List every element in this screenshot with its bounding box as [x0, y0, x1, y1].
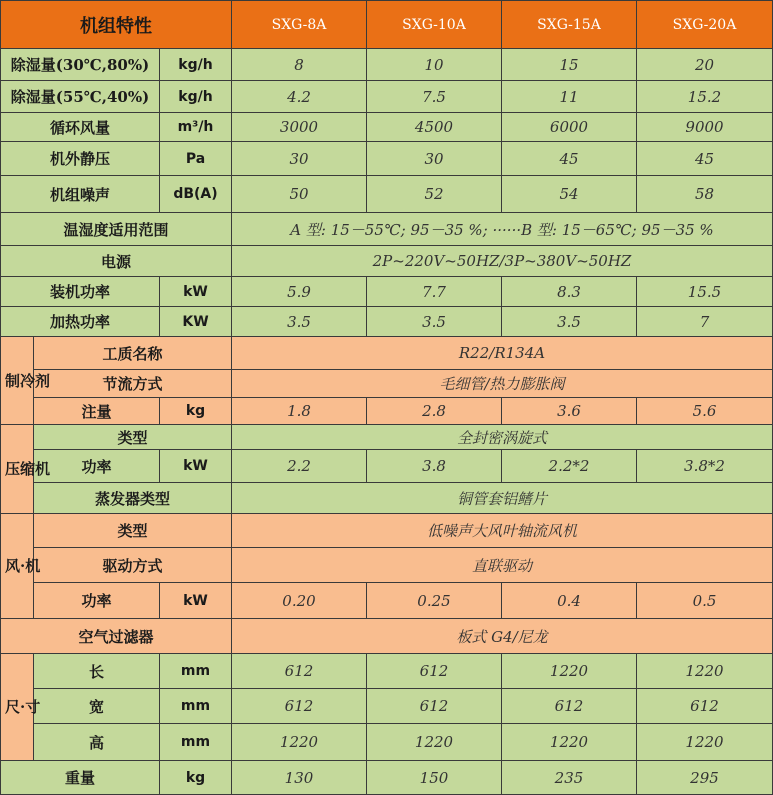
- cell-value: 4.2: [232, 81, 367, 113]
- cell-value: 45: [637, 142, 773, 176]
- row-noise: [1, 176, 773, 213]
- row-size-length: [1, 654, 773, 689]
- row-unit: mm: [160, 689, 232, 724]
- cell-value: 直联驱动: [232, 548, 773, 583]
- row-unit: KW: [160, 307, 232, 337]
- row-label: 除湿量(30℃,80%): [1, 49, 160, 81]
- row-unit: kg: [160, 761, 232, 795]
- cell-value: 3.8: [367, 450, 502, 483]
- cell-value: 235: [502, 761, 637, 795]
- header-title: 机组特性: [1, 1, 232, 49]
- cell-value: 1220: [637, 724, 773, 761]
- group-label-refrigerant: 制冷剂: [1, 337, 34, 425]
- row-label: 电源: [1, 246, 232, 277]
- cell-value: 8.3: [502, 277, 637, 307]
- cell-value: 9000: [637, 113, 773, 142]
- row-label: 空气过滤器: [1, 619, 232, 654]
- row-label: 蒸发器类型: [34, 483, 232, 514]
- cell-value: 板式 G4/尼龙: [232, 619, 773, 654]
- row-label: 温湿度适用范围: [1, 213, 232, 246]
- row-pressure: [1, 142, 773, 176]
- cell-value: 612: [637, 689, 773, 724]
- cell-value: 1220: [637, 654, 773, 689]
- cell-value: 3.6: [502, 398, 637, 425]
- cell-value: 3.8*2: [637, 450, 773, 483]
- cell-value: 20: [637, 49, 773, 81]
- cell-value: R22/R134A: [232, 337, 773, 370]
- row-label: 类型: [34, 514, 232, 548]
- row-range: [1, 213, 773, 246]
- cell-value: 54: [502, 176, 637, 213]
- row-unit: dB(A): [160, 176, 232, 213]
- cell-value: 8: [232, 49, 367, 81]
- cell-value: 毛细管/热力膨胀阀: [232, 370, 773, 398]
- cell-value: 0.5: [637, 583, 773, 619]
- row-label: 重量: [1, 761, 160, 795]
- group-label-size: 尺·寸: [1, 654, 34, 761]
- row-unit: kg/h: [160, 49, 232, 81]
- cell-value: 612: [367, 654, 502, 689]
- cell-value: 全封密涡旋式: [232, 425, 773, 450]
- row-label: 工质名称: [34, 337, 232, 370]
- cell-value: 1.8: [232, 398, 367, 425]
- row-label: 加热功率: [1, 307, 160, 337]
- cell-value: 612: [232, 654, 367, 689]
- cell-value: 1220: [232, 724, 367, 761]
- row-label: 高: [34, 724, 160, 761]
- group-label-compressor: 压缩机: [1, 425, 34, 514]
- cell-value: 2.8: [367, 398, 502, 425]
- cell-value: 7: [637, 307, 773, 337]
- range-value: A 型: 15－55℃; 95－35 %; ······B 型: 15－65℃; 95－35 %: [232, 213, 773, 246]
- power-supply-value: 2P~220V~50HZ/3P~380V~50HZ: [232, 246, 773, 277]
- cell-value: 1220: [367, 724, 502, 761]
- row-unit: kg/h: [160, 81, 232, 113]
- model-header: SXG-15A: [502, 1, 637, 49]
- cell-value: 30: [367, 142, 502, 176]
- cell-value: 11: [502, 81, 637, 113]
- cell-value: 10: [367, 49, 502, 81]
- cell-value: 3.5: [232, 307, 367, 337]
- cell-value: 3.5: [367, 307, 502, 337]
- row-unit: mm: [160, 654, 232, 689]
- cell-value: 45: [502, 142, 637, 176]
- group-label-fan: 风·机: [1, 514, 34, 619]
- model-header: SXG-8A: [232, 1, 367, 49]
- cell-value: 150: [367, 761, 502, 795]
- row-label: 功率: [34, 583, 160, 619]
- cell-value: 1220: [502, 654, 637, 689]
- row-evaporator: [1, 483, 773, 514]
- row-unit: kW: [160, 450, 232, 483]
- cell-value: 15: [502, 49, 637, 81]
- cell-value: 铜管套铝鳍片: [232, 483, 773, 514]
- row-heating-power: [1, 307, 773, 337]
- row-label: 装机功率: [1, 277, 160, 307]
- cell-value: 0.20: [232, 583, 367, 619]
- row-fan-type: [1, 514, 773, 548]
- row-filter: [1, 619, 773, 654]
- cell-value: 612: [502, 689, 637, 724]
- cell-value: 0.4: [502, 583, 637, 619]
- row-dehum30: [1, 49, 773, 81]
- row-dehum55: [1, 81, 773, 113]
- cell-value: 295: [637, 761, 773, 795]
- row-installed-power: [1, 277, 773, 307]
- cell-value: 3.5: [502, 307, 637, 337]
- cell-value: 0.25: [367, 583, 502, 619]
- row-label: 机外静压: [1, 142, 160, 176]
- row-fan-drive: [1, 548, 773, 583]
- row-unit: kW: [160, 583, 232, 619]
- row-size-height: [1, 724, 773, 761]
- row-refrigerant-charge: [1, 398, 773, 425]
- row-label: 宽: [34, 689, 160, 724]
- row-label: 节流方式: [34, 370, 232, 398]
- model-header: SXG-20A: [637, 1, 773, 49]
- cell-value: 2.2*2: [502, 450, 637, 483]
- row-unit: Pa: [160, 142, 232, 176]
- cell-value: 4500: [367, 113, 502, 142]
- cell-value: 1220: [502, 724, 637, 761]
- cell-value: 612: [232, 689, 367, 724]
- cell-value: 50: [232, 176, 367, 213]
- header-row: [1, 1, 773, 49]
- row-compressor-power: [1, 450, 773, 483]
- cell-value: 低噪声大风叶轴流风机: [232, 514, 773, 548]
- row-unit: kW: [160, 277, 232, 307]
- row-refrigerant-throttle: [1, 370, 773, 398]
- cell-value: 30: [232, 142, 367, 176]
- row-unit: mm: [160, 724, 232, 761]
- row-power-supply: [1, 246, 773, 277]
- cell-value: 15.2: [637, 81, 773, 113]
- cell-value: 15.5: [637, 277, 773, 307]
- row-size-width: [1, 689, 773, 724]
- cell-value: 5.6: [637, 398, 773, 425]
- cell-value: 6000: [502, 113, 637, 142]
- row-label: 长: [34, 654, 160, 689]
- cell-value: 7.5: [367, 81, 502, 113]
- row-compressor-type: [1, 425, 773, 450]
- row-unit: m³/h: [160, 113, 232, 142]
- cell-value: 612: [367, 689, 502, 724]
- row-label: 功率: [34, 450, 160, 483]
- cell-value: 5.9: [232, 277, 367, 307]
- row-label: 除湿量(55℃,40%): [1, 81, 160, 113]
- row-label: 机组噪声: [1, 176, 160, 213]
- row-refrigerant-medium: [1, 337, 773, 370]
- row-fan-power: [1, 583, 773, 619]
- row-label: 循环风量: [1, 113, 160, 142]
- row-label: 类型: [34, 425, 232, 450]
- cell-value: 52: [367, 176, 502, 213]
- row-weight: [1, 761, 773, 795]
- cell-value: 130: [232, 761, 367, 795]
- cell-value: 58: [637, 176, 773, 213]
- model-header: SXG-10A: [367, 1, 502, 49]
- row-label: 驱动方式: [34, 548, 232, 583]
- cell-value: 2.2: [232, 450, 367, 483]
- row-label: 注量: [34, 398, 160, 425]
- cell-value: 3000: [232, 113, 367, 142]
- row-airflow: [1, 113, 773, 142]
- row-unit: kg: [160, 398, 232, 425]
- cell-value: 7.7: [367, 277, 502, 307]
